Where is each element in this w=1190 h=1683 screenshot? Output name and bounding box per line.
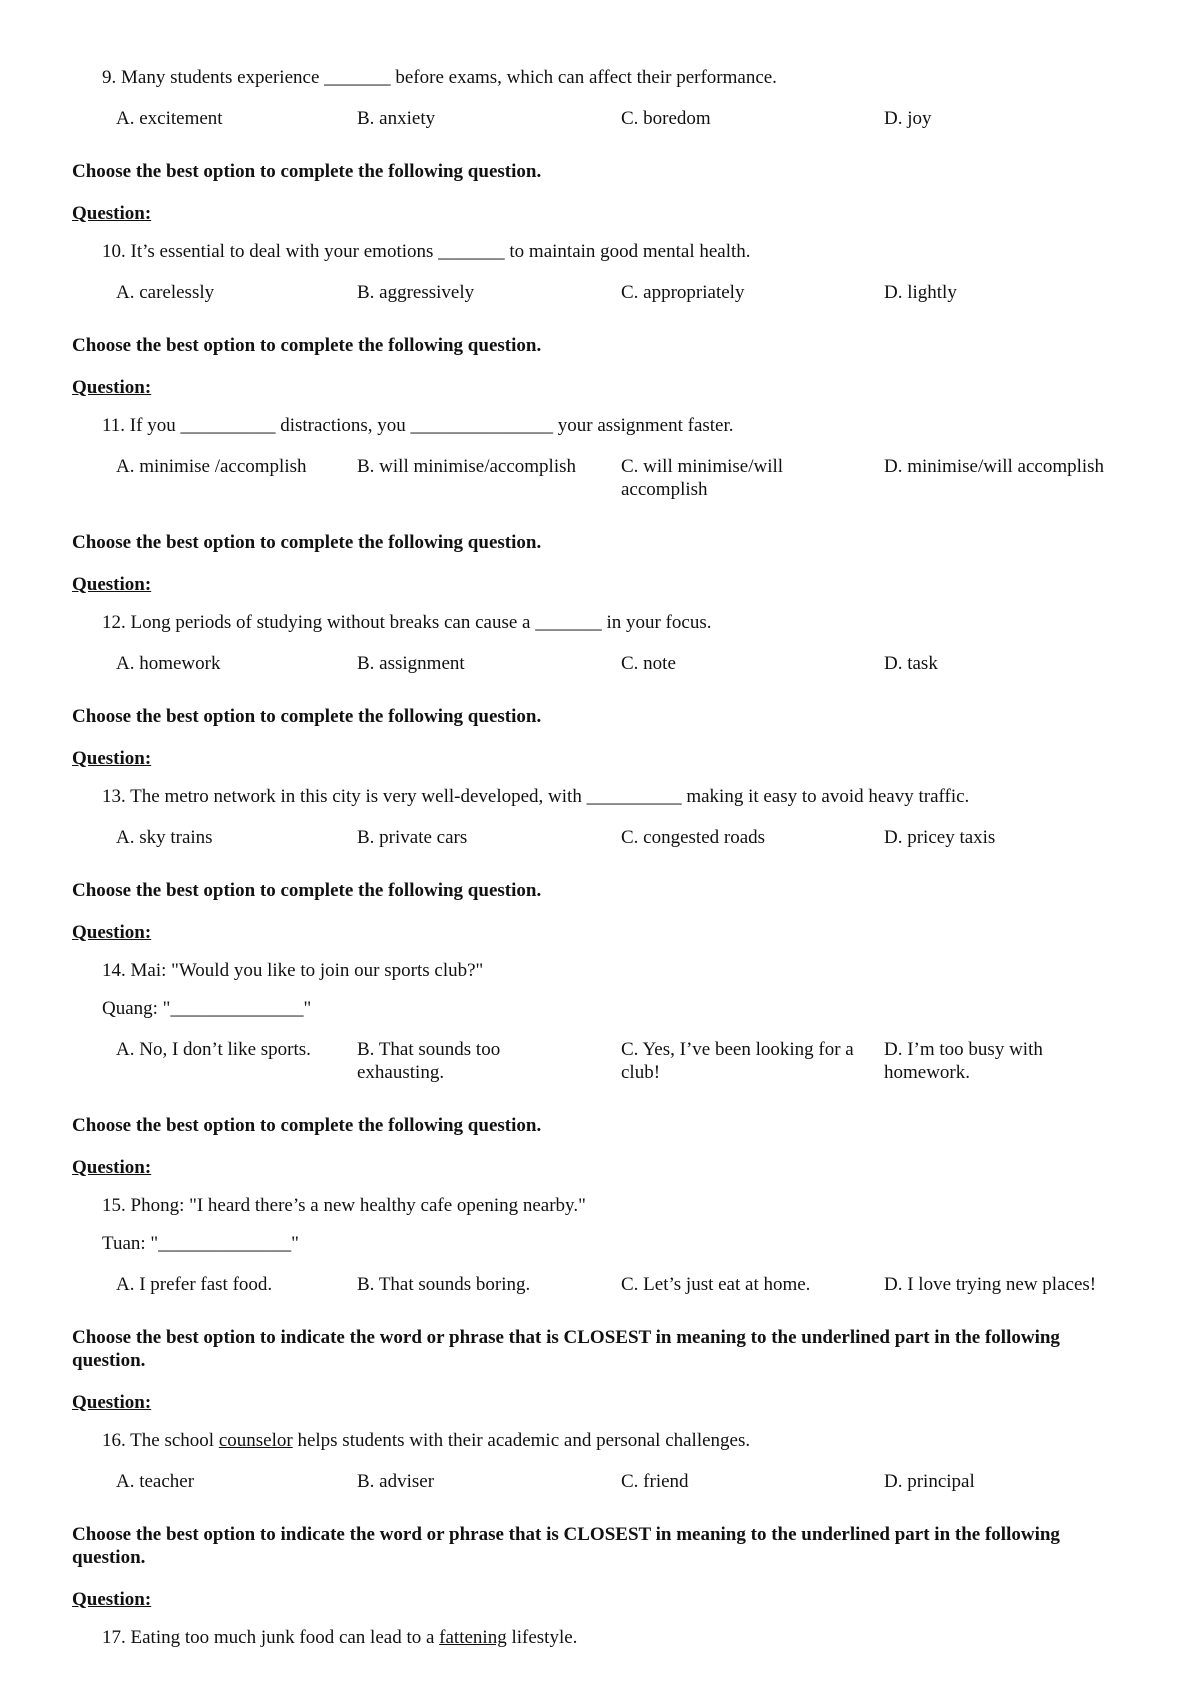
question-text: 9. Many students experience _______ before exams, which can affect their performance.: [102, 67, 777, 88]
option-d[interactable]: D. principal: [884, 1471, 975, 1492]
question-16-stem: [102, 1429, 1142, 1452]
instruction: Choose the best option to indicate the word or phrase that is CLOSEST in meaning to the underlined part in the following question.: [72, 1327, 1060, 1371]
option-b[interactable]: B. assignment: [357, 653, 465, 674]
question-15-stem: [102, 1194, 1142, 1217]
option-c[interactable]: C. Let’s just eat at home.: [621, 1274, 811, 1295]
question-12-stem: [102, 611, 1142, 634]
instruction: Choose the best option to complete the following question.: [72, 880, 542, 901]
question-text: 16. The school: [102, 1430, 219, 1451]
question-16-options: [116, 1470, 1126, 1516]
option-b[interactable]: B. That sounds too exhausting.: [357, 1039, 501, 1083]
instruction: Choose the best option to complete the following question.: [72, 706, 542, 727]
instruction: Choose the best option to indicate the word or phrase that is CLOSEST in meaning to the underlined part in the following question.: [72, 1524, 1060, 1568]
option-a[interactable]: A. homework: [116, 653, 221, 674]
reply-text: Tuan: "______________": [102, 1233, 299, 1254]
option-a[interactable]: A. minimise /accomplish: [116, 456, 307, 477]
instruction: Choose the best option to complete the following question.: [72, 1115, 542, 1136]
question-11-stem: [102, 414, 1142, 437]
question-11-options: [116, 455, 1126, 501]
question-label: Question:: [72, 1392, 152, 1413]
question-15-reply: [102, 1232, 1142, 1255]
question-text: 12. Long periods of studying without breaks can cause a _______ in your focus.: [102, 612, 712, 633]
option-b[interactable]: B. That sounds boring.: [357, 1274, 531, 1295]
option-b[interactable]: B. private cars: [357, 827, 468, 848]
option-c[interactable]: C. note: [621, 653, 676, 674]
option-c[interactable]: C. Yes, I’ve been looking for a club!: [621, 1039, 854, 1083]
question-text: 10. It’s essential to deal with your emotions _______ to maintain good mental health.: [102, 241, 751, 262]
question-14-stem: [102, 959, 1142, 982]
question-label: Question:: [72, 922, 152, 943]
option-c[interactable]: C. congested roads: [621, 827, 766, 848]
underlined-word: counselor: [218, 1430, 293, 1451]
reply-text: Quang: "______________": [102, 998, 312, 1019]
instruction: Choose the best option to complete the following question.: [72, 532, 542, 553]
question-14-reply: [102, 997, 1142, 1020]
question-label: Question:: [72, 574, 152, 595]
instruction: Choose the best option to complete the following question.: [72, 161, 542, 182]
option-c[interactable]: C. friend: [621, 1471, 689, 1492]
question-text-tail: helps students with their academic and personal challenges.: [292, 1430, 751, 1451]
option-a[interactable]: A. sky trains: [116, 827, 213, 848]
option-b[interactable]: B. anxiety: [357, 108, 436, 129]
question-14-options: [116, 1038, 1126, 1084]
question-12-options: [116, 652, 1126, 698]
underlined-word: fattening: [439, 1627, 507, 1648]
option-a[interactable]: A. teacher: [116, 1471, 195, 1492]
question-label: Question:: [72, 1157, 152, 1178]
option-a[interactable]: A. I prefer fast food.: [116, 1274, 273, 1295]
option-d[interactable]: D. task: [884, 653, 938, 674]
question-9-stem: [102, 66, 1142, 89]
question-10-options: [116, 281, 1126, 327]
option-d[interactable]: D. I love trying new places!: [884, 1274, 1097, 1295]
question-label: Question:: [72, 377, 152, 398]
option-d[interactable]: D. I’m too busy with homework.: [884, 1039, 1043, 1083]
option-d[interactable]: D. minimise/will accomplish: [884, 456, 1105, 477]
question-15-options: [116, 1273, 1126, 1319]
option-b[interactable]: B. adviser: [357, 1471, 435, 1492]
question-13-options: [116, 826, 1126, 872]
option-c[interactable]: C. appropriately: [621, 282, 745, 303]
question-17-stem: [102, 1626, 1142, 1649]
option-d[interactable]: D. joy: [884, 108, 932, 129]
option-a[interactable]: A. excitement: [116, 108, 223, 129]
question-text: 15. Phong: "I heard there’s a new healthy cafe opening nearby.": [102, 1195, 586, 1216]
option-d[interactable]: D. lightly: [884, 282, 957, 303]
option-d[interactable]: D. pricey taxis: [884, 827, 996, 848]
instruction: Choose the best option to complete the following question.: [72, 335, 542, 356]
question-label: Question:: [72, 203, 152, 224]
option-c[interactable]: C. boredom: [621, 108, 711, 129]
option-b[interactable]: B. aggressively: [357, 282, 475, 303]
option-a[interactable]: A. No, I don’t like sports.: [116, 1039, 311, 1060]
question-text: 11. If you __________ distractions, you _______________ your assignment faster.: [102, 415, 734, 436]
option-a[interactable]: A. carelessly: [116, 282, 215, 303]
question-text: 14. Mai: "Would you like to join our sports club?": [102, 960, 484, 981]
question-text-tail: lifestyle.: [506, 1627, 578, 1648]
question-text: 13. The metro network in this city is very well-developed, with __________ making it easy to avoid heavy traffic.: [102, 786, 970, 807]
question-label: Question:: [72, 748, 152, 769]
question-text: 17. Eating too much junk food can lead to a: [102, 1627, 440, 1648]
option-c[interactable]: C. will minimise/will accomplish: [621, 456, 784, 500]
question-label: Question:: [72, 1589, 152, 1610]
question-9-options: [116, 107, 1126, 153]
question-10-stem: [102, 240, 1142, 263]
option-b[interactable]: B. will minimise/accomplish: [357, 456, 577, 477]
question-13-stem: [102, 785, 1142, 808]
